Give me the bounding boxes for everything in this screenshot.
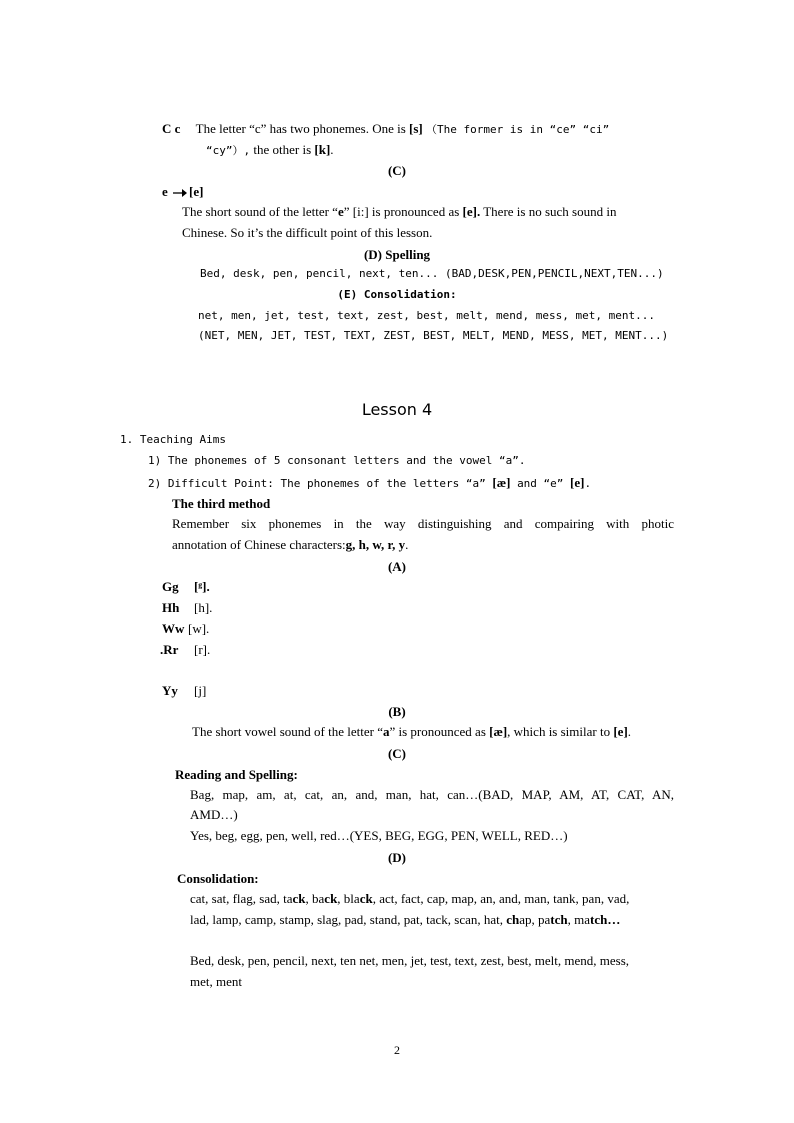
consonant-letter: Ww [162,621,185,636]
heading-d-spelling: (D) Spelling [363,247,431,262]
consolidation2-heading: Consolidation: [177,871,259,886]
word-part: , act, fact, cap, map, an, and, man, tank, pan, vad, [372,891,630,906]
short-a-text: The short vowel sound of the letter “ [192,724,383,739]
letter-c-text: The letter “c” has two phonemes. One is [195,121,406,136]
word-part-bold: ck [324,891,338,906]
short-e-mid: ” [i:] is pronounced as [343,204,460,219]
consonant-y [162,683,206,699]
method-line1: Remember six phonemes in the way distinguishing and compairing with photic [172,516,674,531]
consonant-r [160,642,210,658]
short-a-phoneme: [æ] [489,724,508,739]
short-a-e: [e] [613,724,628,739]
consonant-g [162,579,210,595]
consonant-letter: Gg [162,579,179,594]
short-a-mid: ” is pronounced as [389,724,486,739]
aim-2 [148,475,591,491]
short-e-line1 [182,204,616,220]
phoneme-ae: [æ] [492,475,511,490]
letter-c-note: （The former is in “ce” “ci” [426,123,610,136]
heading-c2: (C) [387,746,407,761]
method-text: annotation of Chinese characters: [172,537,346,552]
method-line2 [172,537,408,553]
consolidation-line2: (NET, MEN, JET, TEST, TEXT, ZEST, BEST, MELT, MEND, MESS, MET, MENT...) [198,329,669,342]
letter-c-rule-line1 [162,121,609,137]
aim-2-mid: and “e” [517,477,564,490]
third-method-heading: The third method [172,496,271,511]
consonant-w [162,621,209,637]
phoneme-s: [s] [409,121,423,136]
consonant-phoneme: [r]. [194,642,211,657]
punct: . [405,537,409,552]
cons2-line3: Bed, desk, pen, pencil, next, ten net, men, jet, test, text, zest, best, melt, mend, mess, [190,953,630,968]
spelling-line: Bed, desk, pen, pencil, next, ten... (BAD,DESK,PEN,PENCIL,NEXT,TEN...) [200,267,664,280]
word-part: , ma [567,912,591,927]
short-a-rule [192,724,631,740]
e-letter: e [162,184,168,199]
e-rule [162,184,203,200]
rs-line3: Yes, beg, egg, pen, well, red…(YES, BEG, EGG, PEN, WELL, RED…) [190,828,568,843]
heading-a: (A) [387,559,407,574]
punct: . [330,142,334,157]
aim-1: 1) The phonemes of 5 consonant letters and the vowel “a”. [148,454,526,467]
word-part: lad, lamp, camp, stamp, slag, pad, stand, pat, tack, scan, hat, [190,912,507,927]
lesson-title: Lesson 4 [361,400,433,419]
short-e-line2: Chinese. So it’s the difficult point of this lesson. [182,225,433,240]
heading-e-consolidation: (E) Consolidation: [337,288,457,301]
consonant-phoneme: [h]. [194,600,213,615]
consonant-h [162,600,212,616]
phoneme-e: [e] [570,475,585,490]
e-phoneme: [e] [189,184,204,199]
word-part-bold: ch [506,912,520,927]
cons2-line2 [190,912,620,928]
cons2-line1 [190,891,629,907]
page-number: 2 [394,1043,400,1057]
letter-c-other: the other is [253,142,312,157]
short-a-letter: a [382,724,390,739]
short-a-end: , which is similar to [507,724,611,739]
consonant-phoneme: [ᵍ]. [194,579,210,594]
short-e-text: The short sound of the letter “ [182,204,338,219]
aim-2-text: 2) Difficult Point: The phonemes of the letters “a” [148,477,486,490]
reading-spelling-heading: Reading and Spelling: [175,767,298,782]
punct: . [627,724,632,739]
word-part-bold: ck [359,891,373,906]
punct: . [584,477,592,490]
short-e-end: There is no such sound in [483,204,617,219]
method-letters: g, h, w, r, y [345,537,406,552]
letter-c-rule-line2 [206,142,334,158]
letter-c-label: C c [162,121,181,136]
consolidation-line1: net, men, jet, test, text, zest, best, melt, mend, mess, met, ment... [198,309,655,322]
consonant-phoneme: [j] [194,683,207,698]
short-e-phoneme: [e]. [462,204,481,219]
phoneme-k: [k] [314,142,331,157]
rs-line1: Bag, map, am, at, cat, an, and, man, hat, can…(BAD, MAP, AM, AT, CAT, AN, [190,787,674,802]
word-part-bold: tch… [590,912,621,927]
cons2-line4: met, ment [190,974,242,989]
letter-c-note-cy: “cy”）, [206,144,251,157]
consonant-phoneme: [w]. [188,621,210,636]
word-part: , ba [305,891,325,906]
word-part-bold: tch [550,912,568,927]
word-part: ap, pa [519,912,551,927]
consonant-letter: Hh [162,600,180,615]
word-part: , bla [337,891,360,906]
rs-line2: AMD…) [190,807,238,822]
word-part: cat, sat, flag, sad, ta [190,891,293,906]
consonant-letter: Yy [162,683,178,698]
arrow-right-icon [172,188,188,198]
consonant-letter: .Rr [160,642,179,657]
heading-c1: (C) [387,163,407,178]
heading-b: (B) [388,704,406,719]
teaching-aims-heading: 1. Teaching Aims [120,433,226,446]
heading-d2: (D) [387,850,407,865]
short-e-letter: e [337,204,344,219]
word-part-bold: ck [292,891,306,906]
